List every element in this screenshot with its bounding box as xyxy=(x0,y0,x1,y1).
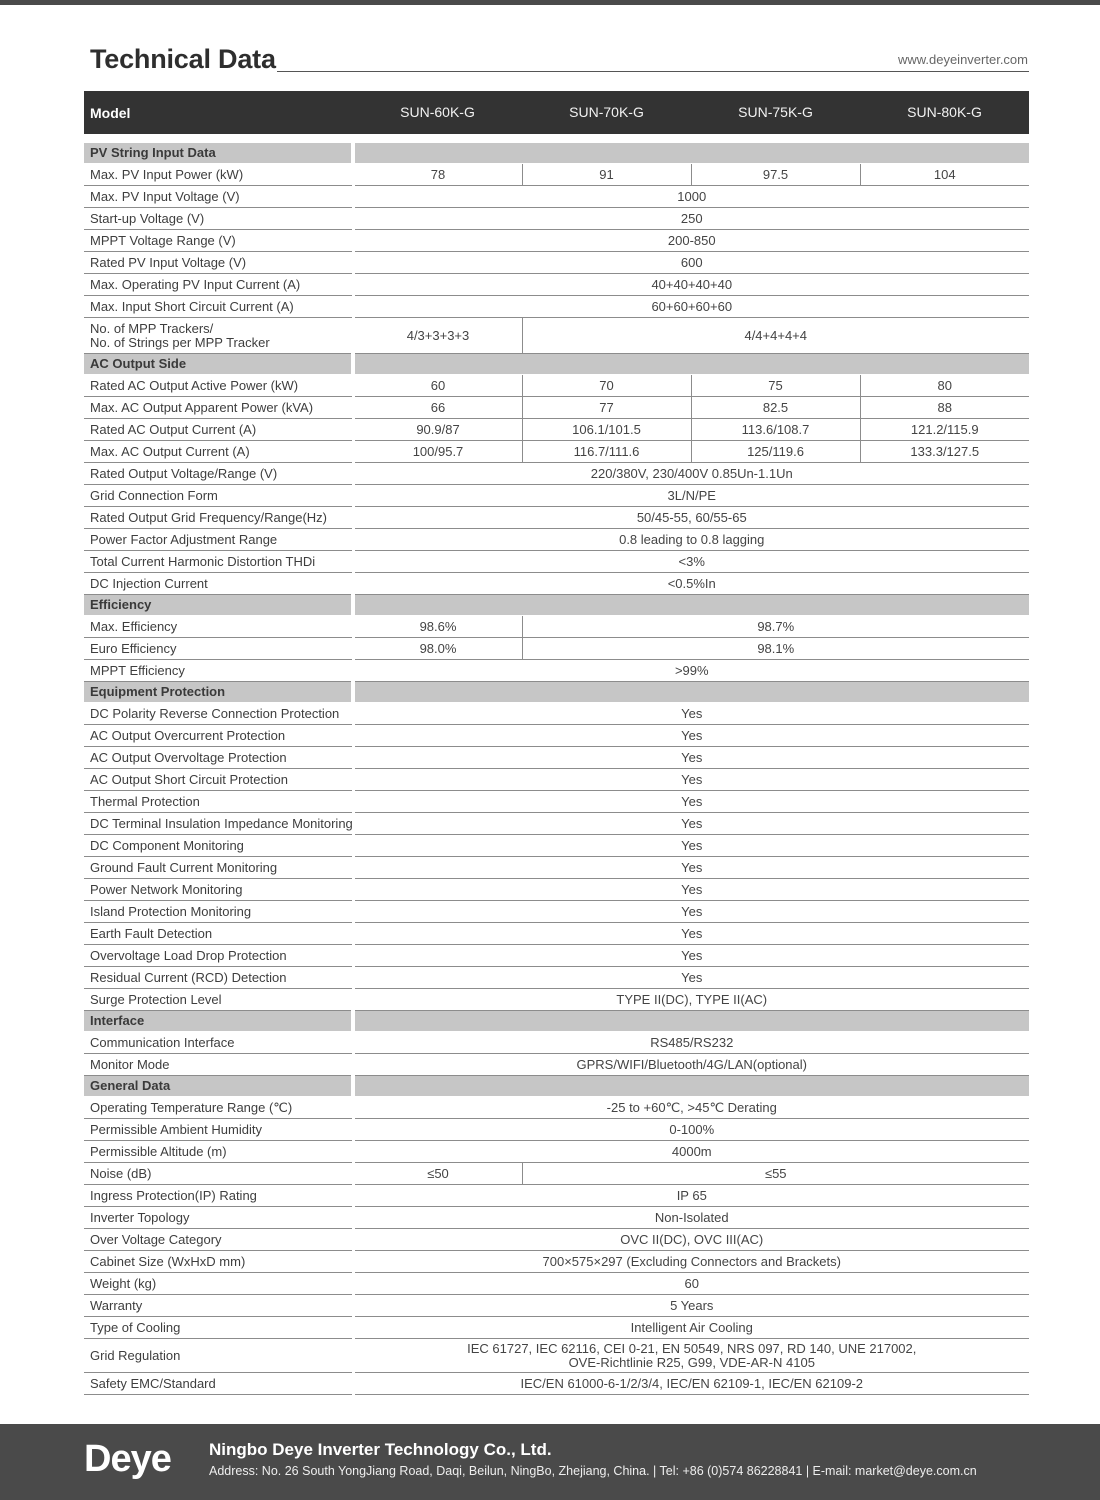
row-label: Noise (dB) xyxy=(84,1163,353,1185)
page-title: Technical Data xyxy=(90,44,276,74)
row-value xyxy=(353,1339,1029,1373)
row-value: 121.2/115.9 xyxy=(860,419,1029,441)
row-label: Surge Protection Level xyxy=(84,989,353,1011)
row-value: 98.1% xyxy=(522,638,1029,660)
row-value: 70 xyxy=(522,375,691,397)
row-value: 125/119.6 xyxy=(691,441,860,463)
model-name: SUN-75K-G xyxy=(738,104,813,120)
row-value: 5 Years xyxy=(353,1295,1029,1317)
row-label: Rated PV Input Voltage (V) xyxy=(84,252,353,274)
row-label: Type of Cooling xyxy=(84,1317,353,1339)
row-label: Rated Output Voltage/Range (V) xyxy=(84,463,353,485)
row-value: 98.6% xyxy=(353,616,522,638)
row-value-line: IEC 61727, IEC 62116, CEI 0-21, EN 50549, NRS 097, RD 140, UNE 217002, xyxy=(467,1340,917,1356)
row-label: Inverter Topology xyxy=(84,1207,353,1229)
row-value: ≤55 xyxy=(522,1163,1029,1185)
row-value: 60+60+60+60 xyxy=(353,296,1029,318)
company-name: Ningbo Deye Inverter Technology Co., Ltd. xyxy=(209,1440,552,1459)
row-label: Earth Fault Detection xyxy=(84,923,353,945)
row-value: 75 xyxy=(691,375,860,397)
row-value: Yes xyxy=(353,901,1029,923)
model-label: Model xyxy=(90,105,131,121)
website-link[interactable]: www.deyeinverter.com xyxy=(897,52,1028,67)
model-name: SUN-70K-G xyxy=(569,104,644,120)
row-label: Rated Output Grid Frequency/Range(Hz) xyxy=(84,507,353,529)
table-row xyxy=(84,1317,1029,1339)
company-address: Address: No. 26 South YongJiang Road, Daqi, Beilun, NingBo, Zhejiang, China. | Tel: +86 (0)574 86228841 | E-mail: market@deye.com.cn xyxy=(209,1464,977,1478)
table-row xyxy=(84,660,1029,682)
row-value: 98.7% xyxy=(522,616,1029,638)
row-label: Safety EMC/Standard xyxy=(84,1373,353,1395)
row-label: Rated AC Output Current (A) xyxy=(84,419,353,441)
footer xyxy=(0,1424,1100,1500)
table-row xyxy=(84,1373,1029,1395)
row-label: Max. AC Output Current (A) xyxy=(84,441,353,463)
spec-table xyxy=(84,143,1029,1395)
row-value: IEC/EN 61000-6-1/2/3/4, IEC/EN 62109-1, IEC/EN 62109-2 xyxy=(353,1373,1029,1395)
model-name: SUN-80K-G xyxy=(907,104,982,120)
row-label: DC Component Monitoring xyxy=(84,835,353,857)
row-label xyxy=(84,318,353,354)
row-label: Communication Interface xyxy=(84,1032,353,1054)
row-value: 600 xyxy=(353,252,1029,274)
row-value: 0-100% xyxy=(353,1119,1029,1141)
section-band xyxy=(353,682,1029,703)
table-row xyxy=(84,945,1029,967)
table-row xyxy=(84,296,1029,318)
section-header-row xyxy=(84,143,1029,164)
row-value: IP 65 xyxy=(353,1185,1029,1207)
table-row xyxy=(84,1097,1029,1119)
row-value: -25 to +60℃, >45℃ Derating xyxy=(353,1097,1029,1119)
row-value: 1000 xyxy=(353,186,1029,208)
section-header-row xyxy=(84,354,1029,375)
row-value: RS485/RS232 xyxy=(353,1032,1029,1054)
row-value: 106.1/101.5 xyxy=(522,419,691,441)
section-title: Equipment Protection xyxy=(84,682,353,703)
section-band xyxy=(353,354,1029,375)
table-row xyxy=(84,989,1029,1011)
row-value: TYPE II(DC), TYPE II(AC) xyxy=(353,989,1029,1011)
table-row xyxy=(84,419,1029,441)
row-label: Island Protection Monitoring xyxy=(84,901,353,923)
row-value: 88 xyxy=(860,397,1029,419)
row-value: 98.0% xyxy=(353,638,522,660)
section-title: PV String Input Data xyxy=(84,143,353,164)
deye-logo: Deye xyxy=(84,1438,171,1480)
table-row xyxy=(84,923,1029,945)
row-label: Operating Temperature Range (℃) xyxy=(84,1097,353,1119)
row-value: Yes xyxy=(353,747,1029,769)
row-value: 0.8 leading to 0.8 lagging xyxy=(353,529,1029,551)
row-label: Max. Efficiency xyxy=(84,616,353,638)
table-row xyxy=(84,551,1029,573)
row-value: Yes xyxy=(353,967,1029,989)
row-value: 250 xyxy=(353,208,1029,230)
section-header-row xyxy=(84,1076,1029,1097)
row-label: Monitor Mode xyxy=(84,1054,353,1076)
row-label: Max. PV Input Power (kW) xyxy=(84,164,353,186)
row-label: Rated AC Output Active Power (kW) xyxy=(84,375,353,397)
row-value: Yes xyxy=(353,857,1029,879)
section-band xyxy=(353,1011,1029,1032)
row-value: 80 xyxy=(860,375,1029,397)
row-label: Max. Operating PV Input Current (A) xyxy=(84,274,353,296)
table-row xyxy=(84,1032,1029,1054)
table-row xyxy=(84,879,1029,901)
table-row xyxy=(84,1119,1029,1141)
table-row xyxy=(84,1207,1029,1229)
row-value: 3L/N/PE xyxy=(353,485,1029,507)
row-value: 90.9/87 xyxy=(353,419,522,441)
row-label: Start-up Voltage (V) xyxy=(84,208,353,230)
row-value: Yes xyxy=(353,769,1029,791)
section-title: Interface xyxy=(84,1011,353,1032)
section-title: AC Output Side xyxy=(84,354,353,375)
table-row xyxy=(84,638,1029,660)
table-row xyxy=(84,573,1029,595)
section-header-row xyxy=(84,1011,1029,1032)
section-header-row xyxy=(84,595,1029,616)
table-row xyxy=(84,441,1029,463)
table-row xyxy=(84,835,1029,857)
table-row xyxy=(84,901,1029,923)
row-label: MPPT Voltage Range (V) xyxy=(84,230,353,252)
table-row xyxy=(84,703,1029,725)
row-label: Grid Connection Form xyxy=(84,485,353,507)
row-label: Permissible Altitude (m) xyxy=(84,1141,353,1163)
row-label: Euro Efficiency xyxy=(84,638,353,660)
table-row xyxy=(84,485,1029,507)
row-value: 133.3/127.5 xyxy=(860,441,1029,463)
row-value: 200-850 xyxy=(353,230,1029,252)
row-label: Warranty xyxy=(84,1295,353,1317)
row-label: Power Network Monitoring xyxy=(84,879,353,901)
row-value: Yes xyxy=(353,791,1029,813)
table-row xyxy=(84,1251,1029,1273)
row-value: Yes xyxy=(353,813,1029,835)
row-label: DC Terminal Insulation Impedance Monitoring xyxy=(84,813,353,835)
row-label: AC Output Overvoltage Protection xyxy=(84,747,353,769)
row-label: AC Output Overcurrent Protection xyxy=(84,725,353,747)
row-value: Yes xyxy=(353,835,1029,857)
section-title: Efficiency xyxy=(84,595,353,616)
table-row xyxy=(84,791,1029,813)
row-label: Max. AC Output Apparent Power (kVA) xyxy=(84,397,353,419)
table-row xyxy=(84,252,1029,274)
row-value: 60 xyxy=(353,1273,1029,1295)
row-value: <3% xyxy=(353,551,1029,573)
table-row xyxy=(84,208,1029,230)
row-value: Yes xyxy=(353,945,1029,967)
section-band xyxy=(353,143,1029,164)
row-label: Overvoltage Load Drop Protection xyxy=(84,945,353,967)
table-row xyxy=(84,375,1029,397)
row-label: Grid Regulation xyxy=(84,1339,353,1373)
section-band xyxy=(353,595,1029,616)
table-row xyxy=(84,463,1029,485)
row-label: Max. Input Short Circuit Current (A) xyxy=(84,296,353,318)
row-value: 4/3+3+3+3 xyxy=(353,318,522,354)
row-value: 104 xyxy=(860,164,1029,186)
table-row xyxy=(84,230,1029,252)
table-row xyxy=(84,397,1029,419)
row-label: AC Output Short Circuit Protection xyxy=(84,769,353,791)
row-value: Yes xyxy=(353,923,1029,945)
row-value: 4/4+4+4+4 xyxy=(522,318,1029,354)
row-label: Total Current Harmonic Distortion THDi xyxy=(84,551,353,573)
row-value: 50/45-55, 60/55-65 xyxy=(353,507,1029,529)
row-value: 60 xyxy=(353,375,522,397)
row-label: Residual Current (RCD) Detection xyxy=(84,967,353,989)
table-row xyxy=(84,186,1029,208)
title-underline xyxy=(277,71,1029,72)
table-row xyxy=(84,1295,1029,1317)
table-row xyxy=(84,967,1029,989)
row-value: Yes xyxy=(353,879,1029,901)
table-row xyxy=(84,725,1029,747)
row-value: OVC II(DC), OVC III(AC) xyxy=(353,1229,1029,1251)
table-row xyxy=(84,1273,1029,1295)
row-value-line: OVE-Richtlinie R25, G99, VDE-AR-N 4105 xyxy=(568,1354,815,1370)
row-label: Cabinet Size (WxHxD mm) xyxy=(84,1251,353,1273)
table-row xyxy=(84,769,1029,791)
row-value: 4000m xyxy=(353,1141,1029,1163)
row-value: 78 xyxy=(353,164,522,186)
section-band xyxy=(353,1076,1029,1097)
row-label: Over Voltage Category xyxy=(84,1229,353,1251)
row-label: Thermal Protection xyxy=(84,791,353,813)
row-value: 220/380V, 230/400V 0.85Un-1.1Un xyxy=(353,463,1029,485)
row-value: Non-Isolated xyxy=(353,1207,1029,1229)
table-row xyxy=(84,1339,1029,1373)
table-row xyxy=(84,1163,1029,1185)
section-header-row xyxy=(84,682,1029,703)
row-value: Yes xyxy=(353,725,1029,747)
model-name: SUN-60K-G xyxy=(400,104,475,120)
row-value: Intelligent Air Cooling xyxy=(353,1317,1029,1339)
row-value: 40+40+40+40 xyxy=(353,274,1029,296)
table-row xyxy=(84,1054,1029,1076)
row-value: 82.5 xyxy=(691,397,860,419)
table-row xyxy=(84,1185,1029,1207)
table-row xyxy=(84,274,1029,296)
row-label: DC Polarity Reverse Connection Protection xyxy=(84,703,353,725)
row-label: Weight (kg) xyxy=(84,1273,353,1295)
table-row xyxy=(84,1229,1029,1251)
table-row xyxy=(84,616,1029,638)
row-value: 91 xyxy=(522,164,691,186)
row-label-line: No. of Strings per MPP Tracker xyxy=(90,334,270,350)
table-row xyxy=(84,747,1029,769)
row-label: Max. PV Input Voltage (V) xyxy=(84,186,353,208)
row-value: 66 xyxy=(353,397,522,419)
section-title: General Data xyxy=(84,1076,353,1097)
row-value: ≤50 xyxy=(353,1163,522,1185)
row-value: Yes xyxy=(353,703,1029,725)
row-label: Ingress Protection(IP) Rating xyxy=(84,1185,353,1207)
row-label: Permissible Ambient Humidity xyxy=(84,1119,353,1141)
row-label-line: No. of MPP Trackers/ xyxy=(90,320,214,336)
table-row xyxy=(84,1141,1029,1163)
row-value: 113.6/108.7 xyxy=(691,419,860,441)
row-value: 100/95.7 xyxy=(353,441,522,463)
table-row xyxy=(84,318,1029,354)
table-row xyxy=(84,164,1029,186)
row-label: MPPT Efficiency xyxy=(84,660,353,682)
table-row xyxy=(84,529,1029,551)
row-value: 116.7/111.6 xyxy=(522,441,691,463)
row-label: Ground Fault Current Monitoring xyxy=(84,857,353,879)
top-bar xyxy=(0,0,1100,5)
row-label: Power Factor Adjustment Range xyxy=(84,529,353,551)
table-row xyxy=(84,857,1029,879)
row-label: DC Injection Current xyxy=(84,573,353,595)
row-value: >99% xyxy=(353,660,1029,682)
model-header-row xyxy=(84,91,1029,134)
table-row xyxy=(84,507,1029,529)
table-row xyxy=(84,813,1029,835)
row-value: 97.5 xyxy=(691,164,860,186)
row-value: GPRS/WIFI/Bluetooth/4G/LAN(optional) xyxy=(353,1054,1029,1076)
row-value: <0.5%In xyxy=(353,573,1029,595)
row-value: 77 xyxy=(522,397,691,419)
row-value: 700×575×297 (Excluding Connectors and Brackets) xyxy=(353,1251,1029,1273)
